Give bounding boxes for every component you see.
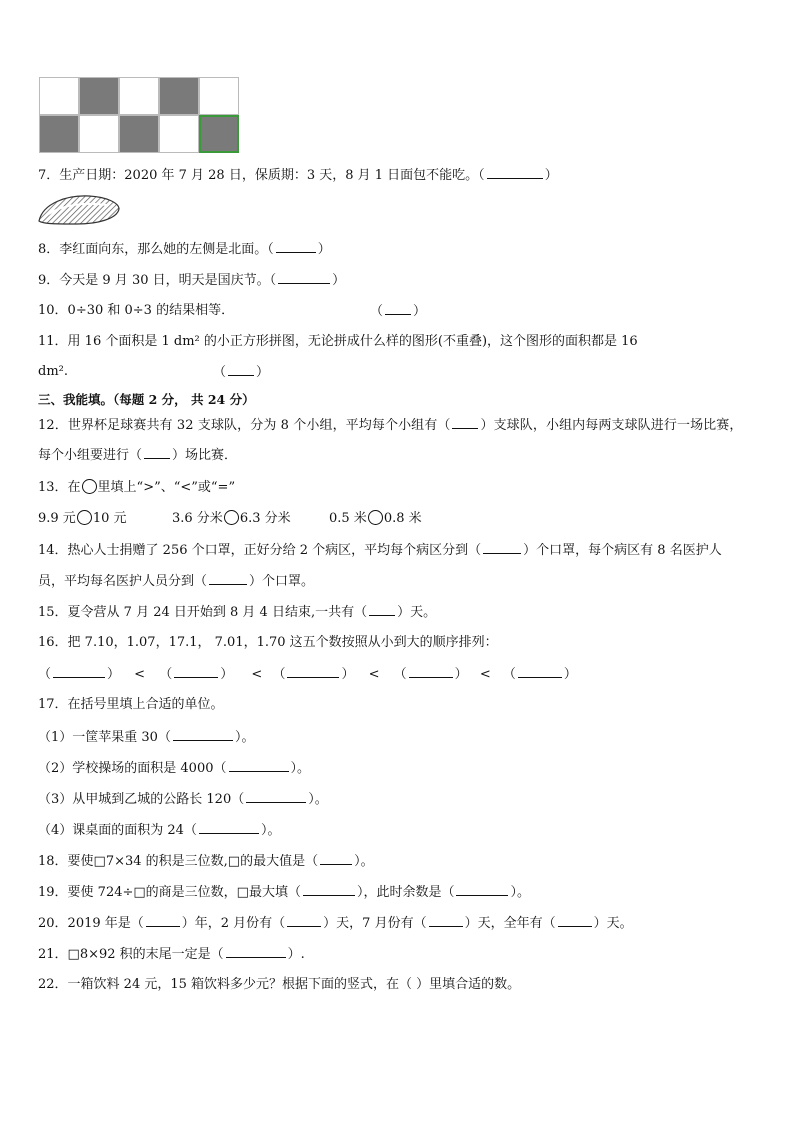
answer-blank[interactable] xyxy=(144,446,170,459)
question-8: 8．李红面向东，那么她的左侧是北面。（ ） xyxy=(38,242,331,257)
answer-blank[interactable] xyxy=(199,821,259,834)
question-12-line1: 12．世界杯足球赛共有 32 支球队，分为 8 个小组，平均每个小组有（ ）支球队，小组内每两支球队进行一场比赛， xyxy=(38,418,743,433)
question-13-items: 9.9 元 10 元 3.6 分米 6.3 分米 0.5 米 0.8 米 xyxy=(38,511,422,526)
question-20: 20．2019 年是（ ）年，2 月份有（ ）天，7 月份有（ ）天，全年有（ ）天。 xyxy=(38,916,633,931)
answer-blank[interactable] xyxy=(246,790,306,803)
question-15: 15．夏令营从 7 月 24 日开始到 8 月 4 日结束,一共有（ ）天。 xyxy=(38,605,437,620)
question-17-item-1: （1）一筐苹果重 30（ ）。 xyxy=(38,730,255,745)
answer-blank[interactable] xyxy=(173,728,233,741)
grid-cell xyxy=(119,115,159,153)
answer-blank[interactable] xyxy=(385,302,411,315)
answer-blank[interactable] xyxy=(429,914,463,927)
answer-blank[interactable] xyxy=(409,665,453,678)
section-3-heading: 三、我能填。（每题 2 分， 共 24 分） xyxy=(38,392,255,407)
question-17-item-2: （2）学校操场的面积是 4000（ ）。 xyxy=(38,761,311,776)
grid-cell-selected xyxy=(199,115,239,153)
answer-blank[interactable] xyxy=(53,665,105,678)
question-16: 16．把 7.10，1.07，17.1， 7.01，1.70 这五个数按照从小到大的顺序排列： xyxy=(38,635,498,650)
question-12-line2: 每个小组要进行（ ）场比赛． xyxy=(38,448,238,463)
answer-blank[interactable] xyxy=(287,914,321,927)
question-14-line1: 14．热心人士捐赠了 256 个口罩，正好分给 2 个病区，平均每个病区分到（ ）个口罩，每个病区有 8 名医护人 xyxy=(38,543,722,558)
compare-circle[interactable] xyxy=(82,479,97,494)
grid-cell xyxy=(79,77,119,115)
question-11-line2: dm². （ ） xyxy=(38,364,270,380)
answer-blank[interactable] xyxy=(287,665,339,678)
answer-blank[interactable] xyxy=(276,240,316,253)
question-7: 7．生产日期：2020 年 7 月 28 日，保质期：3 天，8 月 1 日面包不能吃。（ ） xyxy=(38,168,558,183)
answer-blank[interactable] xyxy=(483,541,521,554)
question-11-line1: 11．用 16 个面积是 1 dm² 的小正方形拼图，无论拼成什么样的图形(不重叠)，这个图形的面积都是 16 xyxy=(38,334,638,349)
answer-blank[interactable] xyxy=(209,572,247,585)
question-16-blanks: （ ） < （ ） < （ ） < （ ） < （ ） xyxy=(38,667,577,682)
answer-blank[interactable] xyxy=(456,883,508,896)
answer-blank[interactable] xyxy=(303,883,355,896)
answer-blank[interactable] xyxy=(518,665,562,678)
compare-circle[interactable] xyxy=(224,510,239,525)
question-17-item-4: （4）课桌面的面积为 24（ ）。 xyxy=(38,823,281,838)
grid-cell xyxy=(79,115,119,153)
grid-cell xyxy=(39,115,79,153)
answer-blank[interactable] xyxy=(369,603,395,616)
question-17-item-3: （3）从甲城到乙城的公路长 120（ ）。 xyxy=(38,792,328,807)
question-18: 18．要使□7×34 的积是三位数,□的最大值是（ ）。 xyxy=(38,854,374,869)
grid-cell xyxy=(159,115,199,153)
answer-blank[interactable] xyxy=(174,665,218,678)
grid-cell xyxy=(39,77,79,115)
compare-circle[interactable] xyxy=(368,510,383,525)
answer-blank[interactable] xyxy=(146,914,180,927)
answer-blank[interactable] xyxy=(278,271,330,284)
answer-blank[interactable] xyxy=(228,363,254,376)
question-17: 17．在括号里填上合适的单位。 xyxy=(38,697,224,712)
question-9: 9．今天是 9 月 30 日，明天是国庆节。（ ） xyxy=(38,273,346,288)
grid-cell xyxy=(159,77,199,115)
answer-blank[interactable] xyxy=(229,759,289,772)
question-19: 19．要使 724÷□的商是三位数，□最大填（ ），此时余数是（ ）。 xyxy=(38,885,530,900)
answer-blank[interactable] xyxy=(452,416,478,429)
grid-cell xyxy=(199,77,239,115)
bread-illustration xyxy=(37,193,121,227)
answer-blank[interactable] xyxy=(320,852,352,865)
question-14-line2: 员，平均每名医护人员分到（ ）个口罩。 xyxy=(38,574,315,589)
compare-circle[interactable] xyxy=(77,510,92,525)
answer-blank[interactable] xyxy=(487,166,543,179)
answer-blank[interactable] xyxy=(558,914,592,927)
question-22: 22．一箱饮料 24 元，15 箱饮料多少元？根据下面的竖式，在（ ）里填合适的数。 xyxy=(38,977,521,992)
question-10: 10．0÷30 和 0÷3 的结果相等． （ ） xyxy=(38,303,427,319)
grid-cell xyxy=(119,77,159,115)
question-21: 21．□8×92 积的末尾一定是（ ）. xyxy=(38,947,305,962)
answer-blank[interactable] xyxy=(226,945,286,958)
question-13: 13．在 里填上“>”、“<”或“=” xyxy=(38,480,236,495)
